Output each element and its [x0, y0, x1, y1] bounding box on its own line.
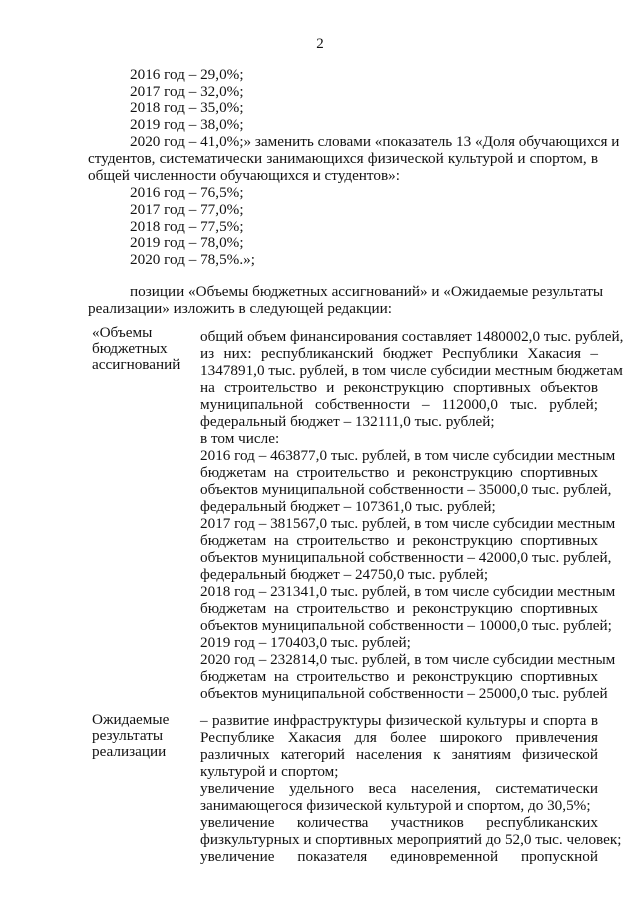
- top-list-item-2017: 2017 год – 32,0%;: [130, 83, 244, 100]
- intro-paragraph-line-1: позиции «Объемы бюджетных ассигнований» и «Ожидаемые результаты: [130, 283, 604, 300]
- results-line: увеличение показателя единовременной пропускной: [200, 848, 598, 865]
- budget-line: на строительство и реконструкцию спортивных объектов: [200, 379, 598, 396]
- second-list-item-2019: 2019 год – 78,0%;: [130, 234, 244, 251]
- second-list-item-2017: 2017 год – 77,0%;: [130, 201, 244, 218]
- results-line: физкультурных и спортивных мероприятий до 52,0 тыс. человек;: [200, 831, 622, 848]
- budget-line-2016: 2016 год – 463877,0 тыс. рублей, в том числе субсидии местным: [200, 447, 616, 464]
- budget-line: объектов муниципальной собственности – 10000,0 тыс. рублей;: [200, 617, 612, 634]
- results-line: Республике Хакасия для более широкого привлечения: [200, 729, 598, 746]
- budget-line: объектов муниципальной собственности – 35000,0 тыс. рублей,: [200, 481, 612, 498]
- budget-line: муниципальной собственности – 112000,0 тыс. рублей;: [200, 396, 598, 413]
- budget-line: федеральный бюджет – 24750,0 тыс. рублей;: [200, 566, 489, 583]
- top-list-item-2016: 2016 год – 29,0%;: [130, 66, 244, 83]
- results-label-line-3: реализации: [92, 743, 167, 760]
- budget-line: бюджетам на строительство и реконструкцию спортивных: [200, 464, 598, 481]
- replace-paragraph-line-1: 2020 год – 41,0%;» заменить словами «показатель 13 «Доля обучающихся и: [130, 133, 620, 150]
- budget-line: бюджетам на строительство и реконструкцию спортивных: [200, 600, 598, 617]
- budget-label-line-2: бюджетных: [92, 340, 168, 357]
- budget-line: в том числе:: [200, 430, 280, 447]
- budget-label-line-1: «Объемы: [92, 324, 153, 341]
- results-line: культурой и спортом;: [200, 763, 339, 780]
- budget-line: общий объем финансирования составляет 1480002,0 тыс. рублей,: [200, 328, 624, 345]
- results-line: увеличение количества участников республиканских: [200, 814, 598, 831]
- budget-line-2020: 2020 год – 232814,0 тыс. рублей, в том числе субсидии местным: [200, 651, 616, 668]
- budget-line: бюджетам на строительство и реконструкцию спортивных: [200, 668, 598, 685]
- second-list-item-2020: 2020 год – 78,5%.»;: [130, 251, 255, 268]
- budget-line: бюджетам на строительство и реконструкцию спортивных: [200, 532, 598, 549]
- results-line: различных категорий населения к занятиям физической: [200, 746, 598, 763]
- budget-line: объектов муниципальной собственности – 25000,0 тыс. рублей: [200, 685, 608, 702]
- budget-line: федеральный бюджет – 107361,0 тыс. рублей;: [200, 498, 496, 515]
- results-label-line-1: Ожидаемые: [92, 711, 170, 728]
- budget-line-2019: 2019 год – 170403,0 тыс. рублей;: [200, 634, 411, 651]
- budget-line: объектов муниципальной собственности – 42000,0 тыс. рублей,: [200, 549, 612, 566]
- page-number: 2: [316, 36, 324, 52]
- top-list-item-2018: 2018 год – 35,0%;: [130, 99, 244, 116]
- results-label-line-2: результаты: [92, 727, 164, 744]
- results-line: занимающегося физической культурой и спортом, до 30,5%;: [200, 797, 591, 814]
- budget-line-2017: 2017 год – 381567,0 тыс. рублей, в том числе субсидии местным: [200, 515, 616, 532]
- second-list-item-2016: 2016 год – 76,5%;: [130, 184, 244, 201]
- top-list-item-2019: 2019 год – 38,0%;: [130, 116, 244, 133]
- replace-paragraph-line-3: общей численности обучающихся и студентов»:: [88, 167, 400, 184]
- budget-line: из них: республиканский бюджет Республики Хакасия –: [200, 345, 598, 362]
- results-line: – развитие инфраструктуры физической культуры и спорта в: [200, 712, 598, 729]
- second-list-item-2018: 2018 год – 77,5%;: [130, 218, 244, 235]
- budget-label-line-3: ассигнований: [92, 356, 181, 373]
- intro-paragraph-line-2: реализации» изложить в следующей редакции:: [88, 300, 392, 317]
- budget-line: федеральный бюджет – 132111,0 тыс. рублей;: [200, 413, 495, 430]
- budget-line-2018: 2018 год – 231341,0 тыс. рублей, в том числе субсидии местным: [200, 583, 616, 600]
- replace-paragraph-line-2: студентов, систематически занимающихся физической культурой и спортом, в: [88, 150, 598, 167]
- budget-line: 1347891,0 тыс. рублей, в том числе субсидии местным бюджетам: [200, 362, 623, 379]
- results-line: увеличение удельного веса населения, систематически: [200, 780, 598, 797]
